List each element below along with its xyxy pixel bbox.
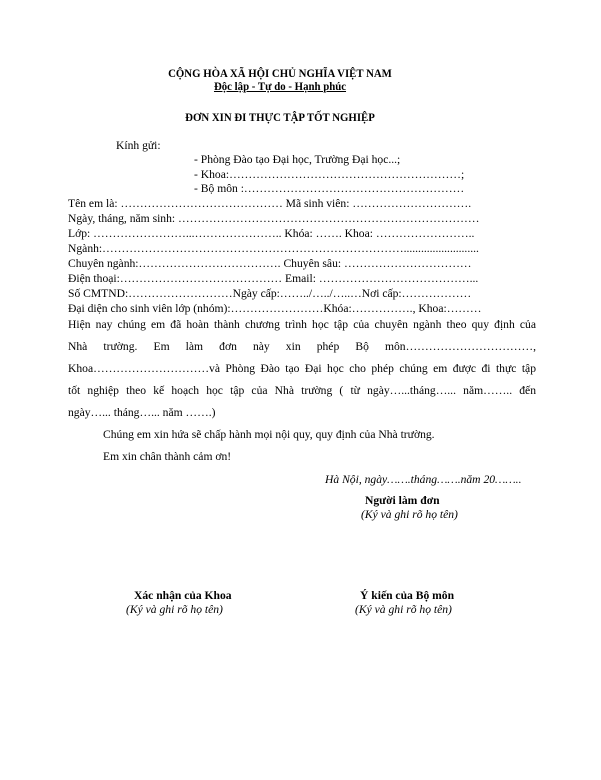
field-id-card: Số CMTND:………………………Ngày cấp:……../…../…..…Nơi cấp:……………… <box>68 287 472 300</box>
field-representative: Đại diện cho sinh viên lớp (nhóm):……………………Khóa:……………., Khoa:……… <box>68 302 482 315</box>
field-date-of-birth: Ngày, tháng, năm sinh: …………………………………………………………………… <box>68 212 480 225</box>
country-name: CỘNG HÒA XÃ HỘI CHỦ NGHĨA VIỆT NAM <box>168 67 392 80</box>
field-name: Tên em là: …………………………………… Mã sinh viên: …………………………. <box>68 197 472 210</box>
place-and-date: Hà Nội, ngày…….tháng…….năm 20…….. <box>325 473 522 486</box>
body-line-4: tốt nghiệp theo kế hoạch học tập của Nhà trường ( từ ngày…...tháng…... năm…….. đến <box>68 384 536 397</box>
form-title: ĐƠN XIN ĐI THỰC TẬP TỐT NGHIỆP <box>185 111 375 124</box>
field-class: Lớp: ……………………...………………….. Khóa: ……. Khoa: …………………….. <box>68 227 475 240</box>
national-motto: Độc lập - Tự do - Hạnh phúc <box>213 80 347 93</box>
recipient-department: - Bộ môn :………………………………………………… <box>194 182 465 195</box>
department-signature-note: (Ký và ghi rõ họ tên) <box>355 603 452 616</box>
recipient-faculty: - Khoa:……………………………………………………; <box>194 168 465 181</box>
field-phone-email: Điện thoại:…………………………………… Email: …………………………………... <box>68 272 479 285</box>
body-line-3: Khoa…………………………và Phòng Đào tạo Đại học cho phép chúng em được đi thực tập <box>68 362 536 375</box>
body-promise: Chúng em xin hứa sẽ chấp hành mọi nội quy, quy định của Nhà trường. <box>103 428 435 441</box>
field-major: Ngành:…………………………………………………………………….......................... <box>68 242 479 255</box>
applicant-signature-note: (Ký và ghi rõ họ tên) <box>361 508 458 521</box>
recipient-training-office: - Phòng Đào tạo Đại học, Trường Đại học...; <box>194 153 401 166</box>
body-line-5: ngày…... tháng…... năm …….) <box>68 406 216 419</box>
applicant-title: Người làm đơn <box>365 494 440 507</box>
body-thanks: Em xin chân thành cảm ơn! <box>103 450 232 463</box>
department-opinion-title: Ý kiến của Bộ môn <box>360 589 455 602</box>
faculty-signature-note: (Ký và ghi rõ họ tên) <box>126 603 223 616</box>
recipient-label: Kính gửi: <box>116 139 161 152</box>
field-specialty: Chuyên ngành:………………………………. Chuyên sâu: …………………………… <box>68 257 472 270</box>
body-line-1: Hiện nay chúng em đã hoàn thành chương trình học tập của chuyên ngành theo quy định của <box>68 318 536 331</box>
body-line-2: Nhà trường. Em làm đơn này xin phép Bộ môn……………………………, <box>68 340 536 353</box>
faculty-confirmation-title: Xác nhận của Khoa <box>134 589 232 602</box>
